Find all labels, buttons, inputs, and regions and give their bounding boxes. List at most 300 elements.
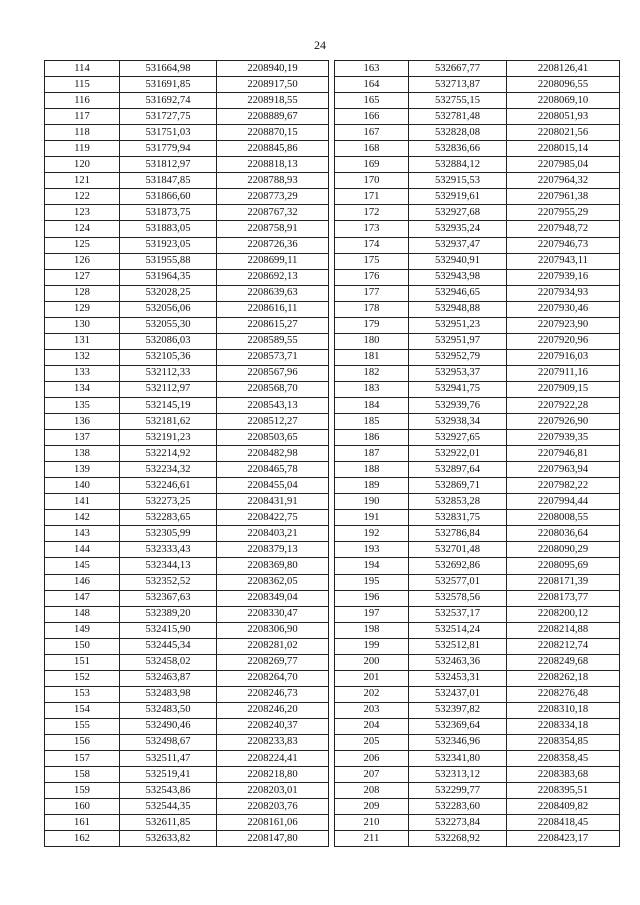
point-number-cell: 122 — [45, 189, 120, 205]
table-row — [335, 446, 620, 462]
y-coordinate-cell: 2208262,18 — [507, 670, 620, 686]
y-coordinate-cell: 2208354,85 — [507, 734, 620, 750]
x-coordinate-cell: 532055,30 — [120, 317, 217, 333]
x-coordinate-cell: 532512,81 — [409, 638, 507, 654]
x-coordinate-cell: 532952,79 — [409, 349, 507, 365]
x-coordinate-cell: 532544,35 — [120, 799, 217, 815]
point-number-cell: 116 — [45, 93, 120, 109]
y-coordinate-cell: 2208788,93 — [217, 173, 329, 189]
point-number-cell: 163 — [335, 61, 409, 77]
table-row — [335, 734, 620, 750]
table-row — [335, 237, 620, 253]
table-row — [335, 269, 620, 285]
point-number-cell: 146 — [45, 574, 120, 590]
point-number-cell: 209 — [335, 799, 409, 815]
x-coordinate-cell: 532543,86 — [120, 783, 217, 799]
y-coordinate-cell: 2208276,48 — [507, 686, 620, 702]
x-coordinate-cell: 532246,61 — [120, 478, 217, 494]
point-number-cell: 140 — [45, 478, 120, 494]
table-row — [45, 381, 329, 397]
y-coordinate-cell: 2208330,47 — [217, 606, 329, 622]
x-coordinate-cell: 531664,98 — [120, 61, 217, 77]
y-coordinate-cell: 2208249,68 — [507, 654, 620, 670]
y-coordinate-cell: 2207939,16 — [507, 269, 620, 285]
y-coordinate-cell: 2208096,55 — [507, 77, 620, 93]
table-row — [335, 173, 620, 189]
table-row — [335, 606, 620, 622]
y-coordinate-cell: 2208543,13 — [217, 397, 329, 413]
point-number-cell: 199 — [335, 638, 409, 654]
point-number-cell: 171 — [335, 189, 409, 205]
x-coordinate-cell: 532943,98 — [409, 269, 507, 285]
point-number-cell: 186 — [335, 430, 409, 446]
point-number-cell: 178 — [335, 301, 409, 317]
table-row — [335, 494, 620, 510]
y-coordinate-cell: 2208214,88 — [507, 622, 620, 638]
y-coordinate-cell: 2208383,68 — [507, 767, 620, 783]
y-coordinate-cell: 2208403,21 — [217, 526, 329, 542]
x-coordinate-cell: 532853,28 — [409, 494, 507, 510]
x-coordinate-cell: 532214,92 — [120, 446, 217, 462]
x-coordinate-cell: 532946,65 — [409, 285, 507, 301]
x-coordinate-cell: 532415,90 — [120, 622, 217, 638]
y-coordinate-cell: 2208465,78 — [217, 462, 329, 478]
table-row — [335, 702, 620, 718]
table-row — [335, 590, 620, 606]
x-coordinate-cell: 532273,25 — [120, 494, 217, 510]
table-row — [335, 397, 620, 413]
table-row — [335, 253, 620, 269]
point-number-cell: 135 — [45, 397, 120, 413]
point-number-cell: 127 — [45, 269, 120, 285]
y-coordinate-cell: 2208200,12 — [507, 606, 620, 622]
table-row — [45, 397, 329, 413]
y-coordinate-cell: 2208418,45 — [507, 815, 620, 831]
table-row — [335, 510, 620, 526]
table-row — [45, 285, 329, 301]
point-number-cell: 119 — [45, 141, 120, 157]
point-number-cell: 151 — [45, 654, 120, 670]
point-number-cell: 152 — [45, 670, 120, 686]
x-coordinate-cell: 532927,65 — [409, 430, 507, 446]
y-coordinate-cell: 2208090,29 — [507, 542, 620, 558]
table-row — [45, 654, 329, 670]
x-coordinate-cell: 531692,74 — [120, 93, 217, 109]
point-number-cell: 200 — [335, 654, 409, 670]
table-row — [335, 478, 620, 494]
table-row — [45, 93, 329, 109]
y-coordinate-cell: 2208758,91 — [217, 221, 329, 237]
table-row — [335, 333, 620, 349]
point-number-cell: 130 — [45, 317, 120, 333]
point-number-cell: 189 — [335, 478, 409, 494]
point-number-cell: 195 — [335, 574, 409, 590]
y-coordinate-cell: 2208639,63 — [217, 285, 329, 301]
x-coordinate-cell: 532191,23 — [120, 430, 217, 446]
table-row — [335, 574, 620, 590]
table-row — [45, 494, 329, 510]
table-row — [45, 558, 329, 574]
point-number-cell: 204 — [335, 718, 409, 734]
table-row — [45, 269, 329, 285]
point-number-cell: 141 — [45, 494, 120, 510]
point-number-cell: 153 — [45, 686, 120, 702]
point-number-cell: 134 — [45, 381, 120, 397]
point-number-cell: 187 — [335, 446, 409, 462]
x-coordinate-cell: 532828,08 — [409, 125, 507, 141]
table-row — [45, 686, 329, 702]
table-row — [45, 414, 329, 430]
point-number-cell: 165 — [335, 93, 409, 109]
y-coordinate-cell: 2207985,04 — [507, 157, 620, 173]
x-coordinate-cell: 531751,03 — [120, 125, 217, 141]
table-row — [45, 574, 329, 590]
point-number-cell: 174 — [335, 237, 409, 253]
x-coordinate-cell: 532953,37 — [409, 365, 507, 381]
y-coordinate-cell: 2208940,19 — [217, 61, 329, 77]
point-number-cell: 137 — [45, 430, 120, 446]
x-coordinate-cell: 532951,23 — [409, 317, 507, 333]
x-coordinate-cell: 532483,50 — [120, 702, 217, 718]
y-coordinate-cell: 2207964,32 — [507, 173, 620, 189]
x-coordinate-cell: 531847,85 — [120, 173, 217, 189]
x-coordinate-cell: 532951,97 — [409, 333, 507, 349]
y-coordinate-cell: 2208269,77 — [217, 654, 329, 670]
table-row — [335, 301, 620, 317]
point-number-cell: 131 — [45, 333, 120, 349]
point-number-cell: 202 — [335, 686, 409, 702]
y-coordinate-cell: 2208567,96 — [217, 365, 329, 381]
y-coordinate-cell: 2208589,55 — [217, 333, 329, 349]
table-row — [335, 189, 620, 205]
x-coordinate-cell: 532283,60 — [409, 799, 507, 815]
point-number-cell: 144 — [45, 542, 120, 558]
y-coordinate-cell: 2208171,39 — [507, 574, 620, 590]
x-coordinate-cell: 531812,97 — [120, 157, 217, 173]
y-coordinate-cell: 2208568,70 — [217, 381, 329, 397]
y-coordinate-cell: 2208818,13 — [217, 157, 329, 173]
point-number-cell: 132 — [45, 349, 120, 365]
point-number-cell: 177 — [335, 285, 409, 301]
point-number-cell: 160 — [45, 799, 120, 815]
y-coordinate-cell: 2208362,05 — [217, 574, 329, 590]
x-coordinate-cell: 532056,06 — [120, 301, 217, 317]
coordinates-table-left — [44, 60, 329, 847]
table-row — [45, 317, 329, 333]
point-number-cell: 156 — [45, 734, 120, 750]
x-coordinate-cell: 532938,34 — [409, 414, 507, 430]
coordinates-table-right — [334, 60, 620, 847]
y-coordinate-cell: 2207934,93 — [507, 285, 620, 301]
x-coordinate-cell: 532884,12 — [409, 157, 507, 173]
point-number-cell: 170 — [335, 173, 409, 189]
point-number-cell: 123 — [45, 205, 120, 221]
point-number-cell: 208 — [335, 783, 409, 799]
x-coordinate-cell: 532937,47 — [409, 237, 507, 253]
point-number-cell: 197 — [335, 606, 409, 622]
y-coordinate-cell: 2208126,41 — [507, 61, 620, 77]
table-row — [45, 109, 329, 125]
table-row — [45, 783, 329, 799]
y-coordinate-cell: 2208203,76 — [217, 799, 329, 815]
y-coordinate-cell: 2208423,17 — [507, 831, 620, 847]
table-row — [45, 141, 329, 157]
table-row — [335, 815, 620, 831]
x-coordinate-cell: 532313,12 — [409, 767, 507, 783]
point-number-cell: 206 — [335, 751, 409, 767]
y-coordinate-cell: 2207963,94 — [507, 462, 620, 478]
x-coordinate-cell: 532948,88 — [409, 301, 507, 317]
point-number-cell: 159 — [45, 783, 120, 799]
x-coordinate-cell: 532498,67 — [120, 734, 217, 750]
table-row — [45, 333, 329, 349]
point-number-cell: 138 — [45, 446, 120, 462]
point-number-cell: 147 — [45, 590, 120, 606]
y-coordinate-cell: 2207926,90 — [507, 414, 620, 430]
table-row — [45, 462, 329, 478]
x-coordinate-cell: 532086,03 — [120, 333, 217, 349]
point-number-cell: 117 — [45, 109, 120, 125]
x-coordinate-cell: 532333,43 — [120, 542, 217, 558]
point-number-cell: 203 — [335, 702, 409, 718]
table-row — [335, 751, 620, 767]
table-row — [45, 205, 329, 221]
x-coordinate-cell: 532145,19 — [120, 397, 217, 413]
x-coordinate-cell: 532234,32 — [120, 462, 217, 478]
table-row — [45, 815, 329, 831]
point-number-cell: 162 — [45, 831, 120, 847]
y-coordinate-cell: 2208069,10 — [507, 93, 620, 109]
point-number-cell: 120 — [45, 157, 120, 173]
point-number-cell: 205 — [335, 734, 409, 750]
y-coordinate-cell: 2208334,18 — [507, 718, 620, 734]
x-coordinate-cell: 532869,71 — [409, 478, 507, 494]
table-row — [335, 638, 620, 654]
point-number-cell: 182 — [335, 365, 409, 381]
x-coordinate-cell: 532463,87 — [120, 670, 217, 686]
x-coordinate-cell: 531955,88 — [120, 253, 217, 269]
y-coordinate-cell: 2208203,01 — [217, 783, 329, 799]
table-row — [45, 365, 329, 381]
table-row — [45, 173, 329, 189]
y-coordinate-cell: 2208008,55 — [507, 510, 620, 526]
point-number-cell: 196 — [335, 590, 409, 606]
y-coordinate-cell: 2207982,22 — [507, 478, 620, 494]
table-row — [335, 799, 620, 815]
point-number-cell: 129 — [45, 301, 120, 317]
x-coordinate-cell: 532578,56 — [409, 590, 507, 606]
point-number-cell: 173 — [335, 221, 409, 237]
x-coordinate-cell: 532490,46 — [120, 718, 217, 734]
y-coordinate-cell: 2207939,35 — [507, 430, 620, 446]
y-coordinate-cell: 2207916,03 — [507, 349, 620, 365]
x-coordinate-cell: 532483,98 — [120, 686, 217, 702]
x-coordinate-cell: 532940,91 — [409, 253, 507, 269]
table-row — [335, 109, 620, 125]
table-row — [45, 77, 329, 93]
point-number-cell: 145 — [45, 558, 120, 574]
y-coordinate-cell: 2208431,91 — [217, 494, 329, 510]
x-coordinate-cell: 532701,48 — [409, 542, 507, 558]
table-row — [45, 542, 329, 558]
y-coordinate-cell: 2208015,14 — [507, 141, 620, 157]
table-row — [335, 381, 620, 397]
y-coordinate-cell: 2208358,45 — [507, 751, 620, 767]
point-number-cell: 172 — [335, 205, 409, 221]
point-number-cell: 179 — [335, 317, 409, 333]
table-row — [335, 365, 620, 381]
point-number-cell: 133 — [45, 365, 120, 381]
y-coordinate-cell: 2208918,55 — [217, 93, 329, 109]
y-coordinate-cell: 2208889,67 — [217, 109, 329, 125]
x-coordinate-cell: 532939,76 — [409, 397, 507, 413]
x-coordinate-cell: 532786,84 — [409, 526, 507, 542]
y-coordinate-cell: 2208264,70 — [217, 670, 329, 686]
table-row — [45, 157, 329, 173]
point-number-cell: 126 — [45, 253, 120, 269]
table-row — [45, 221, 329, 237]
table-row — [45, 189, 329, 205]
x-coordinate-cell: 532667,77 — [409, 61, 507, 77]
table-row — [335, 558, 620, 574]
point-number-cell: 148 — [45, 606, 120, 622]
point-number-cell: 188 — [335, 462, 409, 478]
point-number-cell: 121 — [45, 173, 120, 189]
point-number-cell: 150 — [45, 638, 120, 654]
table-row — [335, 622, 620, 638]
point-number-cell: 184 — [335, 397, 409, 413]
table-row — [45, 478, 329, 494]
x-coordinate-cell: 532437,01 — [409, 686, 507, 702]
x-coordinate-cell: 532305,99 — [120, 526, 217, 542]
x-coordinate-cell: 532755,15 — [409, 93, 507, 109]
point-number-cell: 176 — [335, 269, 409, 285]
y-coordinate-cell: 2208767,32 — [217, 205, 329, 221]
x-coordinate-cell: 532519,41 — [120, 767, 217, 783]
table-row — [45, 734, 329, 750]
x-coordinate-cell: 532935,24 — [409, 221, 507, 237]
y-coordinate-cell: 2208573,71 — [217, 349, 329, 365]
point-number-cell: 124 — [45, 221, 120, 237]
point-number-cell: 183 — [335, 381, 409, 397]
table-row — [335, 205, 620, 221]
x-coordinate-cell: 531779,94 — [120, 141, 217, 157]
x-coordinate-cell: 532369,64 — [409, 718, 507, 734]
y-coordinate-cell: 2207922,28 — [507, 397, 620, 413]
x-coordinate-cell: 532537,17 — [409, 606, 507, 622]
y-coordinate-cell: 2208699,11 — [217, 253, 329, 269]
x-coordinate-cell: 532344,13 — [120, 558, 217, 574]
x-coordinate-cell: 532389,20 — [120, 606, 217, 622]
table-row — [335, 831, 620, 847]
y-coordinate-cell: 2208246,20 — [217, 702, 329, 718]
table-row — [45, 510, 329, 526]
x-coordinate-cell: 532897,64 — [409, 462, 507, 478]
point-number-cell: 193 — [335, 542, 409, 558]
table-row — [335, 670, 620, 686]
table-row — [45, 718, 329, 734]
y-coordinate-cell: 2208616,11 — [217, 301, 329, 317]
x-coordinate-cell: 531727,75 — [120, 109, 217, 125]
x-coordinate-cell: 532346,96 — [409, 734, 507, 750]
y-coordinate-cell: 2208021,56 — [507, 125, 620, 141]
y-coordinate-cell: 2208349,04 — [217, 590, 329, 606]
y-coordinate-cell: 2208395,51 — [507, 783, 620, 799]
table-row — [335, 526, 620, 542]
table-row — [335, 542, 620, 558]
page-number: 24 — [314, 38, 326, 52]
point-number-cell: 168 — [335, 141, 409, 157]
table-row — [335, 718, 620, 734]
table-row — [335, 462, 620, 478]
point-number-cell: 139 — [45, 462, 120, 478]
y-coordinate-cell: 2208306,90 — [217, 622, 329, 638]
x-coordinate-cell: 532458,02 — [120, 654, 217, 670]
y-coordinate-cell: 2207923,90 — [507, 317, 620, 333]
y-coordinate-cell: 2208503,65 — [217, 430, 329, 446]
table-row — [335, 686, 620, 702]
point-number-cell: 198 — [335, 622, 409, 638]
y-coordinate-cell: 2207909,15 — [507, 381, 620, 397]
point-number-cell: 155 — [45, 718, 120, 734]
table-row — [45, 446, 329, 462]
x-coordinate-cell: 532713,87 — [409, 77, 507, 93]
point-number-cell: 158 — [45, 767, 120, 783]
x-coordinate-cell: 532181,62 — [120, 414, 217, 430]
y-coordinate-cell: 2208240,37 — [217, 718, 329, 734]
point-number-cell: 181 — [335, 349, 409, 365]
x-coordinate-cell: 532299,77 — [409, 783, 507, 799]
x-coordinate-cell: 532511,47 — [120, 751, 217, 767]
y-coordinate-cell: 2208845,86 — [217, 141, 329, 157]
point-number-cell: 118 — [45, 125, 120, 141]
y-coordinate-cell: 2207911,16 — [507, 365, 620, 381]
x-coordinate-cell: 532922,01 — [409, 446, 507, 462]
point-number-cell: 157 — [45, 751, 120, 767]
table-row — [335, 414, 620, 430]
x-coordinate-cell: 531883,05 — [120, 221, 217, 237]
y-coordinate-cell: 2208870,15 — [217, 125, 329, 141]
x-coordinate-cell: 532514,24 — [409, 622, 507, 638]
point-number-cell: 114 — [45, 61, 120, 77]
point-number-cell: 185 — [335, 414, 409, 430]
table-row — [335, 654, 620, 670]
x-coordinate-cell: 532367,63 — [120, 590, 217, 606]
y-coordinate-cell: 2207920,96 — [507, 333, 620, 349]
y-coordinate-cell: 2208036,64 — [507, 526, 620, 542]
point-number-cell: 161 — [45, 815, 120, 831]
point-number-cell: 128 — [45, 285, 120, 301]
x-coordinate-cell: 531964,35 — [120, 269, 217, 285]
point-number-cell: 115 — [45, 77, 120, 93]
x-coordinate-cell: 532463,36 — [409, 654, 507, 670]
x-coordinate-cell: 532445,34 — [120, 638, 217, 654]
y-coordinate-cell: 2208455,04 — [217, 478, 329, 494]
y-coordinate-cell: 2207948,72 — [507, 221, 620, 237]
x-coordinate-cell: 532831,75 — [409, 510, 507, 526]
coordinates-table-left-body — [45, 61, 329, 847]
x-coordinate-cell: 531923,05 — [120, 237, 217, 253]
y-coordinate-cell: 2208917,50 — [217, 77, 329, 93]
x-coordinate-cell: 532927,68 — [409, 205, 507, 221]
point-number-cell: 180 — [335, 333, 409, 349]
y-coordinate-cell: 2208482,98 — [217, 446, 329, 462]
table-row — [335, 349, 620, 365]
point-number-cell: 211 — [335, 831, 409, 847]
point-number-cell: 154 — [45, 702, 120, 718]
table-row — [45, 799, 329, 815]
x-coordinate-cell: 532105,36 — [120, 349, 217, 365]
